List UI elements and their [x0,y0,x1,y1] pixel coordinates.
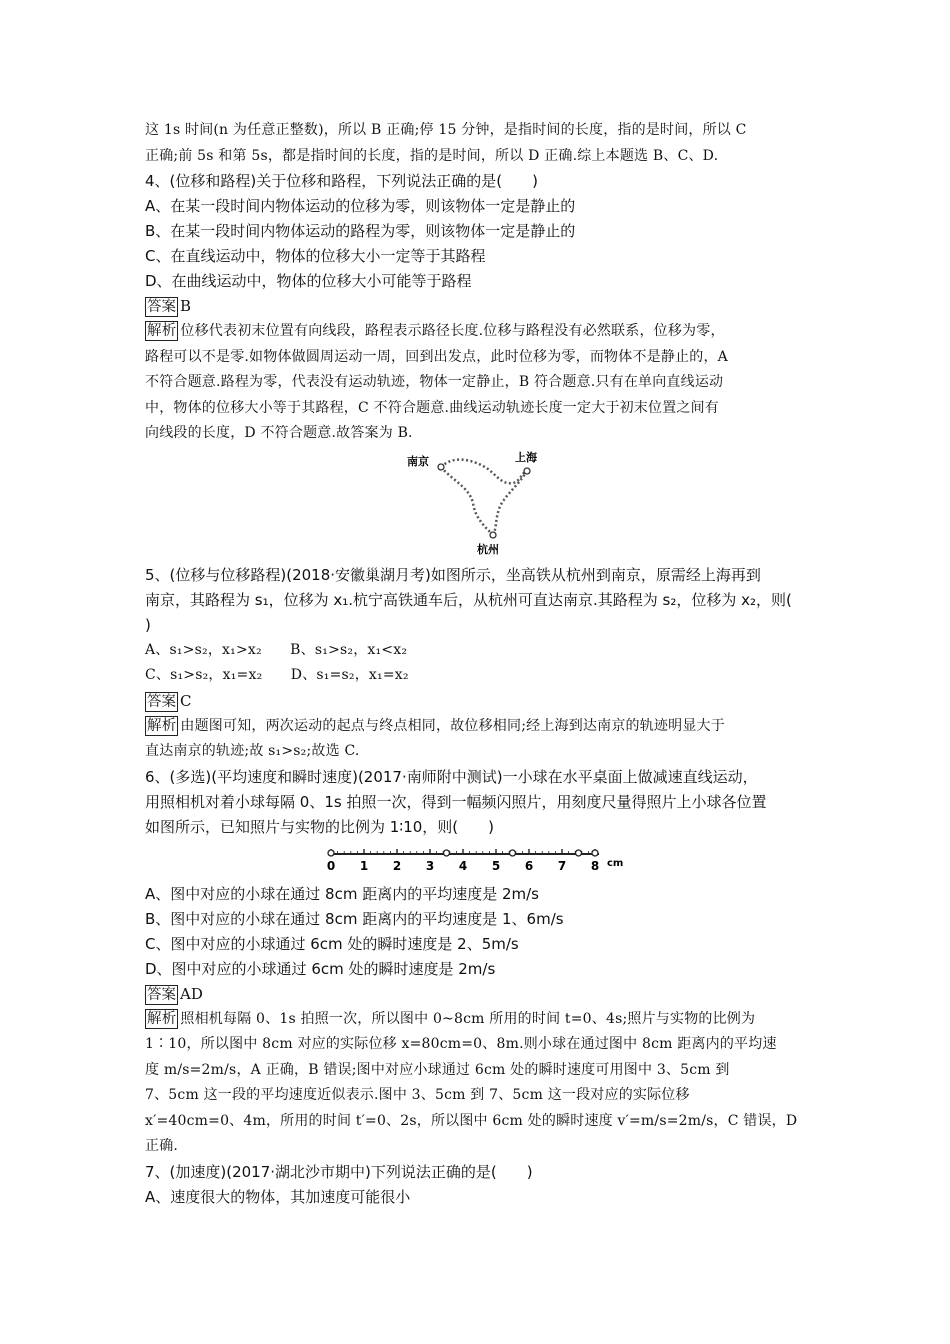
analysis-text: 位移代表初末位置有向线段，路程表示路径长度.位移与路程没有必然联系，位移为零， [180,323,725,339]
question-6-stem: 如图所示，已知照片与实物的比例为 1∶10，则( ) [145,817,495,836]
question-6-stem: 6、(多选)(平均速度和瞬时速度)(2017·南师附中测试)一小球在水平桌面上做减速直线运动， [145,767,758,786]
ruler-tick-label: 7 [557,858,567,873]
question-6-option-c: C、图中对应的小球通过 6cm 处的瞬时速度是 2、5m/s [145,934,519,953]
analysis-tag: 解析 [147,1010,177,1027]
question-4-option-d: D、在曲线运动中，物体的位移大小可能等于路程 [145,272,472,290]
ruler-tick-label: 0 [326,858,336,873]
text-line: 正确;前 5s 和第 5s，都是指时间的长度，指的是时间，所以 D 正确.综上本题选 B、C、D. [145,147,719,164]
question-6-stem: 用照相机对着小球每隔 0、1s 拍照一次，得到一幅频闪照片，用刻度尺量得照片上小球各位置 [145,792,767,811]
question-4-analysis-line: 向线段的长度，D 不符合题意.故答案为 B. [145,425,413,441]
ball-position-marker [510,850,516,856]
question-4-option-b: B、在某一段时间内物体运动的路程为零，则该物体一定是静止的 [145,222,576,240]
shanghai-label: 上海 [515,450,537,464]
question-6-analysis-line: 度 m/s=2m/s，A 正确，B 错误;图中对应小球通过 6cm 处的瞬时速度可用图中 3、5cm 到 [145,1061,730,1078]
question-6-option-b: B、图中对应的小球在通过 8cm 距离内的平均速度是 1、6m/s [145,909,564,928]
answer-tag: 答案 [147,693,176,710]
hangzhou-marker [490,532,496,538]
question-4-answer [145,294,810,319]
ruler [325,840,635,880]
question-6-analysis-line: 正确. [145,1138,179,1154]
question-4-analysis-line [145,319,810,345]
question-5-analysis-line: 直达南京的轨迹;故 s₁>s₂;故选 C. [145,743,360,759]
analysis-tag: 解析 [147,323,177,339]
question-5-stem: ) [145,615,151,634]
analysis-text: 由题图可知，两次运动的起点与终点相同，故位移相同;经上海到达南京的轨迹明显大于 [180,717,725,734]
question-4-stem: 4、(位移和路程)关于位移和路程，下列说法正确的是( ) [145,172,538,190]
question-6-option-d: D、图中对应的小球通过 6cm 处的瞬时速度是 2m/s [145,959,496,978]
question-6-analysis-line [145,1007,810,1033]
ruler-tick-label: 1 [359,858,369,873]
answer-tag: 答案 [147,299,176,315]
answer-value: C [180,691,192,710]
ruler-tick-label: 6 [524,858,534,873]
question-6-analysis-line: x′=40cm=0、4m，所用的时间 t′=0、2s，所以图中 6cm 处的瞬时速度 v′=m/s=2m/s，C 错误，D [145,1112,798,1129]
nanjing-marker [438,464,444,470]
ruler-tick-label: 2 [392,858,402,873]
analysis-text: 照相机每隔 0、1s 拍照一次，所以图中 0~8cm 所用的时间 t=0、4s;照片与实物的比例为 [180,1010,756,1027]
analysis-tag: 解析 [147,717,177,734]
question-6-analysis-line: 1∶10，所以图中 8cm 对应的实际位移 x=80cm=0、8m.则小球在通过图中 8cm 距离内的平均速 [145,1036,777,1052]
question-5-analysis-line [145,714,810,740]
route-map [403,447,573,559]
question-6-answer [145,982,810,1007]
nanjing-label: 南京 [407,454,429,468]
question-6-analysis-line: 7、5cm 这一段的平均速度近似表示.图中 3、5cm 到 7、5cm 这一段对应的实际位移 [145,1087,690,1103]
hangzhou-label: 杭州 [477,542,499,556]
shanghai-marker [524,468,530,474]
ruler-tick-label: 5 [491,858,501,873]
text-line: 这 1s 时间(n 为任意正整数)，所以 B 正确;停 15 分钟，是指时间的长度，指的是时间，所以 C [145,122,747,138]
question-7-stem: 7、(加速度)(2017·湖北沙市期中)下列说法正确的是( ) [145,1162,533,1181]
ball-position-marker [444,850,450,856]
question-5-option-row: C、s₁>s₂，x₁=x₂ D、s₁=s₂，x₁=x₂ [145,667,409,683]
question-4-analysis-line: 路程可以不是零.如物体做圆周运动一周，回到出发点，此时位移为零，而物体不是静止的，A [145,348,728,365]
question-4-option-c: C、在直线运动中，物体的位移大小一定等于其路程 [145,247,486,265]
question-5-stem: 南京，其路程为 s₁，位移为 x₁.杭宁高铁通车后，从杭州可直达南京.其路程为 s₂，位移为 x₂，则( [145,590,792,609]
ruler-tick-label: 8 [590,858,600,873]
question-4-analysis-line: 中，物体的位移大小等于其路程，C 不符合题意.曲线运动轨迹长度一定大于初末位置之间有 [145,399,720,416]
answer-value: AD [180,984,203,1003]
question-5-answer [145,689,810,714]
question-4-analysis-line: 不符合题意.路程为零，代表没有运动轨迹，物体一定静止，B 符合题意.只有在单向直线运动 [145,374,724,390]
route-nanjing-hangzhou [441,467,493,535]
route-shanghai-hangzhou [493,471,527,535]
ruler-tick-label: 3 [425,858,435,873]
answer-value: B [180,297,192,315]
question-6-option-a: A、图中对应的小球在通过 8cm 距离内的平均速度是 2m/s [145,884,539,903]
question-5-option-row: A、s₁>s₂，x₁>x₂ B、s₁>s₂，x₁<x₂ [145,641,408,658]
ruler-figure [145,840,810,882]
ruler-tick-label: 4 [458,858,468,873]
question-7-option-a: A、速度很大的物体，其加速度可能很小 [145,1187,411,1206]
ball-position-marker [592,850,598,856]
question-5-stem: 5、(位移与位移路程)(2018·安徽巢湖月考)如图所示，坐高铁从杭州到南京，原需经上海再到 [145,565,761,584]
question-4-option-a: A、在某一段时间内物体运动的位移为零，则该物体一定是静止的 [145,197,576,215]
ruler-unit-label: cm [607,857,624,869]
ball-position-marker [328,850,334,856]
ball-position-marker [576,850,582,856]
answer-tag: 答案 [147,986,176,1003]
route-map-figure [145,447,810,563]
document-page [145,118,810,1210]
